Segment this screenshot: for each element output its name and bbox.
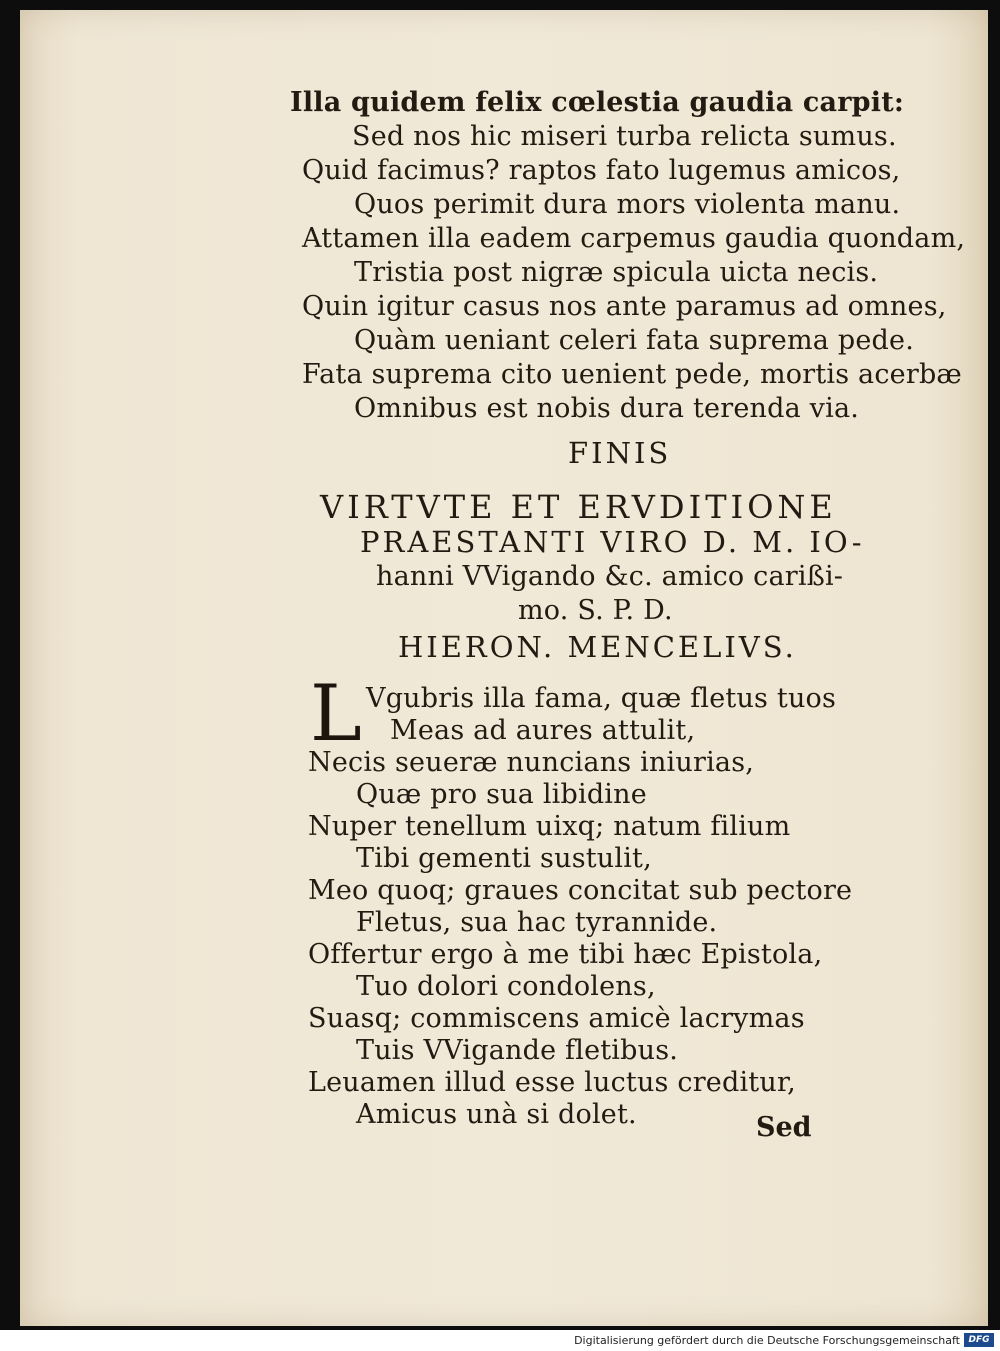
poem-line: Necis seueræ nuncians iniurias, [308,747,755,778]
poem-line: Leuamen illud esse luctus creditur, [308,1067,796,1098]
dedication-heading-line: mo. S. P. D. [518,595,673,626]
poem-line: Nuper tenellum uixq; natum filium [308,811,791,842]
catchword: Sed [756,1112,812,1143]
poem-line: Sed nos hic miseri turba relicta sumus. [352,121,897,152]
poem-line: Meo quoq; graues concitat sub pectore [308,875,853,906]
poem-line: Quos perimit dura mors violenta manu. [354,189,901,220]
poem-line: Omnibus est nobis dura terenda via. [354,393,860,424]
author-name: HIERON. MENCELIVS. [398,630,797,664]
poem-line: Quin igitur casus nos ante paramus ad omnes, [302,291,947,322]
poem-line: Meas ad aures attulit, [390,715,696,746]
drop-cap-initial: L [310,669,362,759]
poem-line: Fata suprema cito uenient pede, mortis acerbæ [302,359,963,390]
poem-line: Quid facimus? raptos fato lugemus amicos, [302,155,901,186]
poem-line: Amicus unà si dolet. [356,1099,637,1130]
funding-credit: Digitalisierung gefördert durch die Deutsche Forschungsgemeinschaft [574,1334,960,1347]
poem-line: Tuis VVigande fletibus. [356,1035,679,1066]
dedication-heading-line: PRAESTANTI VIRO D. M. IO- [360,525,865,559]
poem-line: Suasq; commiscens amicè lacrymas [308,1003,805,1034]
poem-line: Vgubris illa fama, quæ fletus tuos [366,683,837,714]
poem-line: Attamen illa eadem carpemus gaudia quondam, [302,223,966,254]
poem-line: Tibi gementi sustulit, [356,843,652,874]
poem-line: Quàm ueniant celeri fata suprema pede. [354,325,914,356]
dedication-heading-line: VIRTVTE ET ERVDITIONE [320,488,837,526]
poem-line: Quæ pro sua libidine [356,779,647,810]
dedication-heading-line: hanni VVigando &c. amico carißi- [376,561,844,592]
poem-line: Tuo dolori condolens, [356,971,656,1002]
poem-line: Illa quidem felix cœlestia gaudia carpit: [290,87,905,118]
finis-label: FINIS [568,436,672,470]
poem-line: Tristia post nigræ spicula uicta necis. [354,257,879,288]
poem-line: Offertur ergo à me tibi hæc Epistola, [308,939,823,970]
dfg-logo-icon: DFG [964,1333,994,1347]
book-page [20,10,988,1326]
poem-line: Fletus, sua hac tyrannide. [356,907,718,938]
